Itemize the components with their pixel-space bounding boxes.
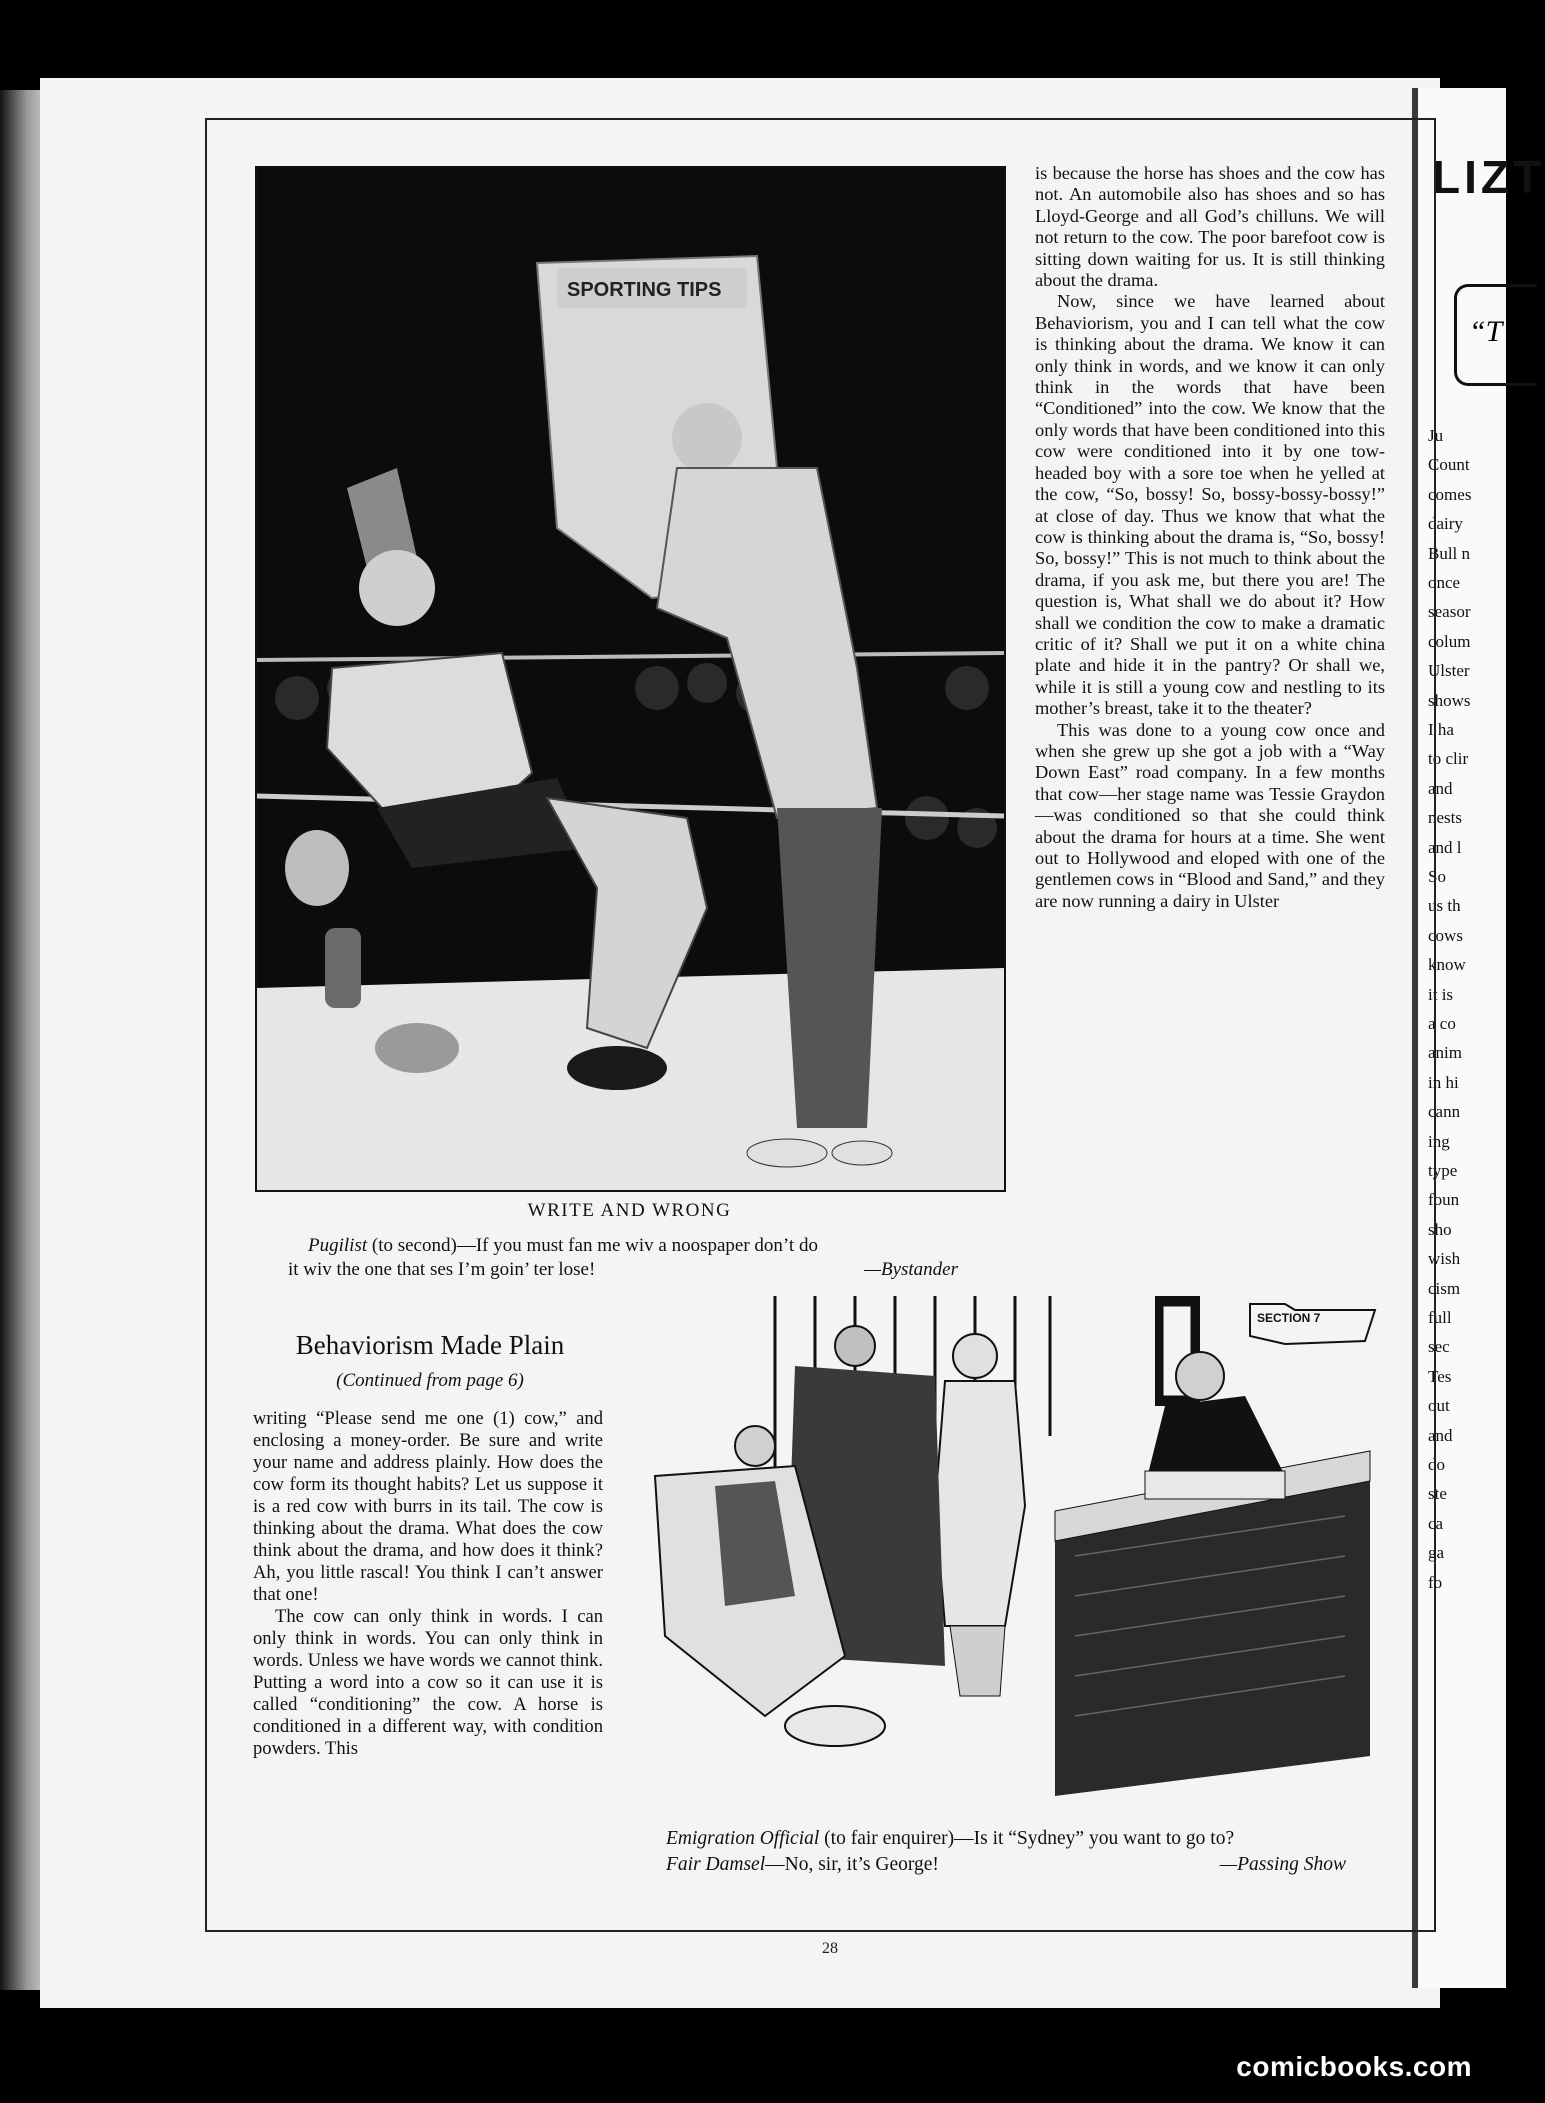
adjacent-text-fragment: seasor <box>1428 602 1471 622</box>
adjacent-text-fragment: and <box>1428 1425 1453 1445</box>
paper-headline: SPORTING TIPS <box>567 279 722 301</box>
adjacent-text-fragment: Ulster <box>1428 661 1470 681</box>
line-damsel: —No, sir, it’s George! <box>765 1854 939 1875</box>
adjacent-text-fragment: dairy <box>1428 514 1463 534</box>
cartoon-title: WRITE AND WRONG <box>527 1200 732 1221</box>
boxing-cartoon <box>255 166 1006 1192</box>
speaker-damsel: Fair Damsel <box>666 1854 766 1875</box>
adjacent-text-fragment: shows <box>1428 690 1471 710</box>
adjacent-text-fragment: anim <box>1428 1043 1462 1063</box>
paragraph: Now, since we have learned about Behaviorism, you and I can tell what the cow is thinking about the drama. We know it can only think in words, and we know it can only think in the words that have been “Conditioned” into the cow. We know that the only words that have been conditioned into this cow were conditioned into it by one tow-headed boy with a sore toe when he yelled at the cow, “So, bossy! So, bossy-bossy-bossy!” at close of day. Thus we know that what the cow is thinking about the drama is, “So, bossy! So, bossy!” This is not much to think about the drama, if you ask me, but there you are! The question is, What shall we do about it? How shall we condition the cow to make a dramatic critic of it? Shall we put it on a white china plate and hide it in the pantry? Or shall we, while it is still a young cow and nestling to its mother’s breast, take it to the theater? <box>1035 291 1385 719</box>
adjacent-text-fragment: comes <box>1428 484 1472 504</box>
paragraph: The cow can only think in words. I can only think in words. You can only think in words. Unless we have words we cannot think. Putting a word into a cow so it can use it is called “conditioning” the cow. A horse is conditioned in a different way, with condition powders. This <box>253 1606 603 1759</box>
adjacent-text-fragment: ste <box>1428 1484 1447 1504</box>
adjacent-text-fragment: once <box>1428 573 1461 592</box>
adjacent-text-fragment: a co <box>1428 1014 1456 1033</box>
adjacent-text-fragment: know <box>1428 955 1466 975</box>
paragraph: writing “Please send me one (1) cow,” and enclosing a money-order. Be sure and write your name and address plainly. How does the cow form its thought habits? Let us suppose it is a red cow with burrs in its tail. The cow is thinking about the drama. What does the cow think about the drama, and how does it think? Ah, you little rascal! You think I can’t answer that one! <box>253 1408 603 1605</box>
site-watermark: comicbooks.com <box>1236 2051 1472 2082</box>
emigration-cartoon <box>645 1296 1370 1806</box>
cartoon-caption <box>288 1234 988 1282</box>
adjacent-text-fragment: wish <box>1428 1249 1461 1269</box>
line-official: —Is it “Sydney” you want to go to? <box>954 1828 1235 1849</box>
paragraph: This was done to a young cow once and when she grew up she got a job with a “Way Down East” road company. In a few months that cow—her stage name was Tessie Graydon—was conditioned so that she could think about the drama for hours at a time. She went out to Hollywood and eloped with one of the gentlemen cows in “Blood and Sand,” and they are now running a dairy in Ulster <box>1035 719 1385 911</box>
adjacent-text-fragment: sho <box>1428 1219 1452 1239</box>
adjacent-text-fragment: do <box>1428 1455 1445 1474</box>
adjacent-text-fragment: in hi <box>1428 1072 1459 1092</box>
adjacent-text-fragment: us th <box>1428 896 1461 916</box>
article-column-left <box>253 1408 603 1760</box>
adjacent-text-fragment: cism <box>1428 1278 1461 1298</box>
adjacent-text-fragment: ca <box>1428 1513 1444 1533</box>
adjacent-text-fragment: Ju <box>1428 426 1444 445</box>
adjacent-text-fragment: I ha <box>1428 720 1454 739</box>
caption-aside: (to second) <box>371 1235 457 1256</box>
emigration-caption <box>666 1826 1396 1878</box>
article-title: Behaviorism Made Plain <box>295 1330 565 1360</box>
aside-official: (to fair enquirer) <box>824 1828 955 1849</box>
adjacent-text-fragment: out <box>1428 1396 1450 1416</box>
caption-source: —Passing Show <box>1219 1854 1346 1875</box>
adjacent-text-fragment: ga <box>1428 1543 1445 1563</box>
adjacent-text-fragment: foun <box>1428 1190 1460 1210</box>
adjacent-text-fragment: Tes <box>1428 1366 1452 1386</box>
adjacent-text-fragment: and l <box>1428 837 1462 857</box>
adjacent-text-fragment: Count <box>1428 455 1470 475</box>
adjacent-text-fragment: nests <box>1428 808 1462 828</box>
speaker-official: Emigration Official <box>666 1828 820 1849</box>
adjacent-text-fragment: Bull n <box>1428 543 1471 563</box>
adjacent-text-fragment: colum <box>1428 631 1471 651</box>
page-number: 28 <box>822 1940 838 1957</box>
adjacent-text-fragment: full <box>1428 1308 1452 1327</box>
adjacent-title-box <box>1454 284 1537 386</box>
boxing-cartoon-drawing <box>257 168 1004 1190</box>
article-column-right <box>1035 163 1385 912</box>
caption-text-line2: it wiv the one that ses I’m goin’ ter lose! <box>288 1259 596 1280</box>
adjacent-text-fragment: type <box>1428 1161 1458 1180</box>
adjacent-text-fragment: fo <box>1428 1572 1443 1592</box>
caption-text-line1: —If you must fan me wiv a noospaper don’t do <box>456 1235 818 1256</box>
caption-speaker: Pugilist <box>308 1235 368 1256</box>
adjacent-text-fragment: and <box>1428 778 1453 798</box>
adjacent-text-fragment: cows <box>1428 925 1463 945</box>
adjacent-text-fragment: sec <box>1428 1337 1450 1357</box>
adjacent-masthead: LIZT <box>1432 151 1545 203</box>
caption-source: —Bystander <box>864 1259 958 1280</box>
adjacent-title-text: “T <box>1469 315 1503 348</box>
adjacent-text-fragment: cann <box>1428 1102 1461 1122</box>
continuation-note: (Continued from page 6) <box>336 1370 524 1391</box>
paragraph: is because the horse has shoes and the cow has not. An automobile also has shoes and so has Lloyd-George and all God’s chilluns. We will not return to the cow. The poor barefoot cow is sitting down waiting for us. It is still thinking about the drama. <box>1035 163 1385 291</box>
section-sign: SECTION 7 <box>1257 1311 1321 1325</box>
emigration-cartoon-drawing <box>645 1296 1370 1806</box>
adjacent-text-fragment: it is <box>1428 984 1454 1004</box>
adjacent-text-fragment: So <box>1428 867 1446 886</box>
adjacent-text-fragment: to clir <box>1428 749 1469 769</box>
adjacent-text-fragment: ing <box>1428 1131 1450 1151</box>
